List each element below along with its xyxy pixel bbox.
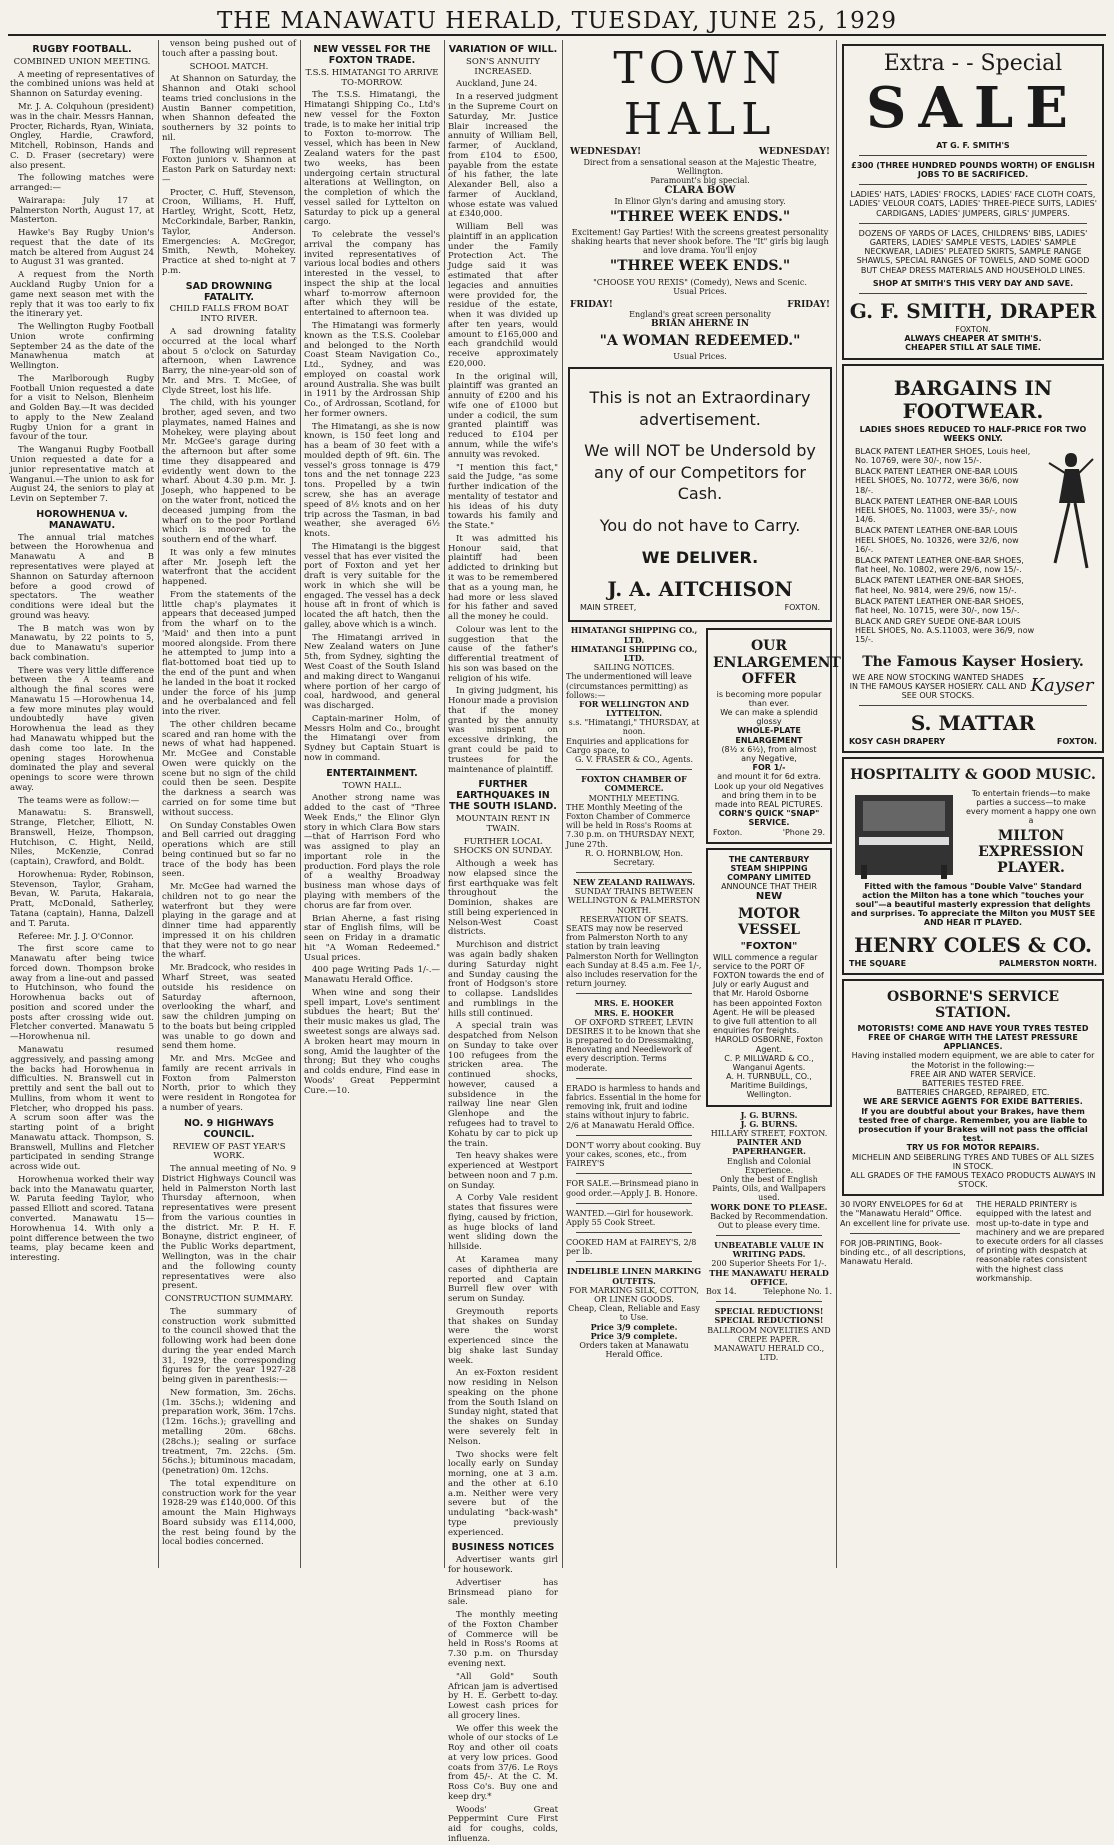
ad-title: HIMATANGI SHIPPING CO., LTD. <box>570 643 698 663</box>
column-divider <box>444 40 445 1568</box>
ad-title: INDELIBLE LINEN MARKING OUTFITS. <box>566 1266 702 1286</box>
paragraph: Captain-mariner Holm, of Messrs Holm and Co., brought the Himatangi over from Sydney but Captain Stuart is now in command. <box>304 713 440 763</box>
ad-line: HAROLD OSBORNE, Foxton Agent. <box>714 1035 823 1054</box>
special-reductions-ad <box>706 1307 832 1362</box>
ad-line: WE ARE SERVICE AGENTS FOR EXIDE BATTERIES. <box>863 1097 1083 1107</box>
paragraph: In the original will, plaintiff was granted an annuity of £200 and his wife one of £1000 but under a codicil, the sum granted plaintiff was reduced to £104 per annum, while the wife's annuity was revoked. <box>448 371 558 460</box>
poem: When wine and song their spell impart, Love's sentiment subdues the heart; But the' their music makes us glad, The sweetest songs are always sad. A broken heart may mourn in song, Amid the laughter of the throng; But they who coughs and colds endure, Find ease in Woods' Great Peppermint Cure.—10. <box>304 987 440 1096</box>
ad-line: BATTERIES CHARGED, REPAIRED, ETC. <box>896 1088 1050 1098</box>
ad-title: OSBORNE'S SERVICE STATION. <box>886 988 1060 1021</box>
ad-line: £300 (THREE HUNDRED POUNDS WORTH) OF ENGLISH JOBS TO BE SACRIFICED. <box>851 160 1095 180</box>
dancer-illustration <box>1045 443 1097 583</box>
ad-line: Look up your old Negatives and bring them in to be made into REAL PICTURES. <box>714 781 824 809</box>
ad-sub: OF OXFORD STREET, LEVIN <box>574 1017 694 1027</box>
paragraph: The summary of construction work submitted to the council showed that the following work had been done during the year ended March 31, 1929, the corresponding figures for the year 1927-28 being given in parenthesis:— <box>162 1306 296 1386</box>
ad-line: WHOLE-PLATE ENLARGEMENT <box>735 726 803 745</box>
ad-phone: 'Phone 29. <box>782 827 825 837</box>
ad-title: TOWN HALL <box>613 43 787 145</box>
ad-title: J. G. BURNS. <box>740 1109 798 1120</box>
ad-line: FOR WELLINGTON AND LYTTELTON. <box>579 698 689 719</box>
ad-title: MRS. E. HOOKER <box>594 1007 674 1018</box>
paragraph: The other children became scared and ran home with the news of what had happened. Mr. McGee and Constable Owen were quickly on the scene but no sign of the child could then be seen. Despite the darkness a search was carried on for some time but without success. <box>162 719 296 818</box>
ad-line: We can make a splendid glossy <box>720 708 818 727</box>
ad-address: MAIN STREET, <box>580 603 637 613</box>
ad-line: DESIRES it to be known that she is prepared to do Dressmaking, Renovating and Needlework of every description. Terms moderate. <box>566 1026 701 1073</box>
ad-day: FRIDAY! <box>787 299 830 310</box>
enlargement-ad <box>706 628 841 843</box>
article-heading: FURTHER EARTHQUAKES IN THE SOUTH ISLAND. <box>449 779 557 813</box>
ad-line: FOR JOB-PRINTING, Book-binding etc., of all descriptions, Manawatu Herald. <box>840 1238 966 1267</box>
ad-line: DON'T worry about cooking. Buy your cakes, scones, etc., from FAIREY'S <box>566 1140 701 1169</box>
paragraph: A Corby Vale resident states that fissures were flying, caused by friction, as huge blocks of land went sliding down the hillside. <box>448 1193 558 1253</box>
ad-line: WE DELIVER. <box>641 547 759 567</box>
ad-line: 30 IVORY ENVELOPES for 6d at the "Manawatu Herald" Office. An excellent line for private use. <box>840 1200 970 1228</box>
ad-line: A. H. TURNBULL, CO., Maritime Buildings, Wellington. <box>726 1072 812 1100</box>
ad-star: CLARA BOW <box>664 185 736 197</box>
article-subheading: T.S.S. HIMATANGI TO ARRIVE TO-MORROW. <box>305 67 439 88</box>
ad-sub: SUNDAY TRAINS BETWEEN WELLINGTON & PALMERSTON NORTH. <box>567 887 701 915</box>
ad-day: WEDNESDAY! <box>758 147 830 158</box>
ad-title: HIMATANGI SHIPPING CO., LTD. <box>570 625 698 645</box>
ad-line: COOKED HAM at FAIREY'S, 2/8 per lb. <box>566 1238 697 1257</box>
paragraph: Advertiser wants girl for housework. <box>448 1555 558 1576</box>
ad-line: Cheap, Clean, Reliable and Easy to Use. <box>568 1304 700 1323</box>
ad-line: KOSY CASH DRAPERY <box>849 737 946 747</box>
ad-line: C. P. MILLWARD & CO., Wanganui Agents. <box>724 1053 814 1072</box>
ad-line: WE ARE NOW STOCKING WANTED SHADES IN THE FAMOUS KAYSER HOSIERY. CALL AND SEE OUR STOCKS. <box>849 672 1027 701</box>
article-heading: NO. 9 HIGHWAYS COUNCIL. <box>183 1117 275 1140</box>
ad-line: Price 3/9 complete. <box>590 1330 678 1341</box>
ad-line: Backed by Recommendation. Out to please every time. <box>710 1211 828 1230</box>
ad-title: MRS. E. HOOKER <box>594 998 674 1009</box>
column-divider <box>158 40 159 1568</box>
paragraph: A request from the North Auckland Rugby Union for a game next season met with the reply that it was too early to fix the itinerary yet. <box>10 270 154 320</box>
paragraph: Manawatu: S. Branswell, Strange, Fletcher, Elliott, N. Branswell, Heize, Thompson, Hutchison, C. Hight, Neild, Niles, McKenzie, Conrad (captain), Crawford, and Boldt. <box>10 808 154 868</box>
canterbury-ad <box>706 848 832 1107</box>
ad-line: G. V. FRASER & CO., Agents. <box>574 755 694 765</box>
paragraph: An ex-Foxton resident now residing in Nelson speaking on the phone from the South Island on Sunday night, stated that the shakes on Sunday were severely felt in Nelson. <box>448 1368 558 1447</box>
ad-firm: G. F. SMITH, DRAPER <box>849 298 1097 323</box>
list-item: BLACK PATENT LEATHER ONE-BAR LOUIS HEEL SHOES, No. 11003, were 35/-, now 14/6. <box>855 496 1018 525</box>
paragraph: Mr. Bradcock, who resides in Wharf Street, was seated outside his residence on Saturday afternoon, overlooking the wharf, and saw the children jumping on to the boats but being crippled was unable to go down and send them home. <box>162 963 296 1052</box>
masthead-rule <box>8 34 1106 36</box>
ad-line: BALLROOM NOVELTIES AND CREPE PAPER. <box>707 1325 831 1344</box>
ad-line: ERADO is harmless to hands and fabrics. Essential in the home for removing ink, fruit and iodine stains without injury to fabric. 2/6 at Manawatu Herald Office. <box>566 1083 701 1130</box>
ad-firm: J. A. AITCHISON <box>607 577 793 602</box>
paragraph: It was admitted his Honour said, that plaintiff had been addicted to drinking but it was to be remembered that as a young man, he had more or less slaved for his father and saved all the money he could. <box>448 533 558 623</box>
ad-line: BATTERIES TESTED FREE. <box>921 1079 1025 1088</box>
column-1 <box>10 40 154 1568</box>
paragraph: venson being pushed out of touch after a passing bout. <box>162 39 296 59</box>
ad-line: AT G. F. SMITH'S <box>936 140 1010 150</box>
article-heading: SAD DROWNING FATALITY. <box>185 280 273 303</box>
ad-phone: Telephone No. 1. <box>763 1287 832 1296</box>
article-heading: RUGBY FOOTBALL. <box>32 44 132 55</box>
ad-address: THE SQUARE <box>849 958 907 968</box>
paragraph: The Himatangi, as she is now known, is 150 feet long and has a beam of 30 feet with a moulded depth of 9ft. 6in. The vessel's gross tonnage is 479 tons and the net tonnage 223 tons. Propelled by a twin screw, she has an average speed of 8½ knots and on her trip across the Tasman, in bad weather, she averaged 6½ knots. <box>304 421 440 540</box>
ad-sub: MONTHLY MEETING. <box>588 793 680 803</box>
shipping-ad <box>566 626 702 1362</box>
list-item: BLACK PATENT LEATHER ONE-BAR SHOES, flat heel, No. 10802, were 29/6, now 15/-. <box>855 555 1024 575</box>
ad-box: Box 14. <box>706 1287 737 1296</box>
article-subheading: REVIEW OF PAST YEAR'S WORK. <box>172 1141 286 1162</box>
ad-title: MILTON EXPRESSION PLAYER. <box>978 828 1084 877</box>
paragraph: A meeting of representatives of the combined unions was held at Shannon on Saturday evening. <box>10 69 154 100</box>
paragraph: There was very little difference between the A teams and although the final scores were Manawatu 15 —Horowhenua 14, a few more minutes play would undoubtedly have given Horowhenua the lead as they had Manawatu whipped but the dash come too late. In the opening stages Horowhenua dominated the play and several openings to score were thrown away. <box>10 665 154 793</box>
paragraph: William Bell was plaintiff in an application under the Family Protection Act. The Judge said it was estimated that after legacies and annuities were provided for, the residue of the estate, when it was divided up after ten years, would amount to £165,000 and each grandchild would receive approximately £20,000. <box>448 222 558 369</box>
ad-line: THE Monthly Meeting of the Foxton Chamber of Commerce will be held in Ross's Rooms at 7.30 p.m. on THURSDAY NEXT, June 27th. <box>566 802 695 849</box>
ad-line: Fitted with the famous "Double Valve" Standard action the Milton has a tone which "touches your soul"—a beautiful masterly expression that delights and surprises. To appreciate the Milton you MUST SEE AND HEAR IT PLAYED. <box>850 881 1096 928</box>
osborne-ad <box>842 979 1104 1197</box>
article-subheading: SON'S ANNUITY INCREASED. <box>466 56 540 77</box>
list-item: BLACK PATENT LEATHER ONE-BAR SHOES, flat heel, No. 10715, were 30/-, now 15/-. <box>855 596 1024 615</box>
ad-line: is becoming more popular than ever. <box>716 689 822 708</box>
paragraph: Horowhenua worked their way back into the Manawatu quarter, W. Paruta feeding Taylor, who passed Elliott and scored. Tatana converted. Manawatu 15—Horowhenua 14. With only a point difference between the two teams, play became keen and interesting. <box>10 1174 154 1264</box>
paragraph: Ten heavy shakes were experienced at Westport between noon and 7 p.m. on Sunday. <box>448 1151 558 1191</box>
paragraph: The child, with his younger brother, aged seven, and two playmates, named Haines and Mohekey, were playing about Mr. McGee's garage during the afternoon but after some time they disappeared and evidently went down to the wharf. About 4.30 p.m. Mr. J. Joseph, who happened to be on the water front, noticed the deceased jumping from the wharf on to the poor Portland which is moored to the southern end of the wharf. <box>162 398 296 546</box>
paragraph: On Sunday Constables Owen and Bell carried out dragging operations which are still being continued but so far no trace of the body has been seen. <box>162 820 296 880</box>
paragraph: Another strong name was added to the cast of "Three Week Ends," the Elinor Glyn story in which Clara Bow stars—that of Harrison Ford who was assigned to play an important role in the production. Ford plays the role of a wealthy Broadway business man whose days of playing with members of the chorus are far from over. <box>304 793 440 911</box>
ad-line: English and Colonial Experience. <box>727 1156 811 1175</box>
ad-line: THE MANAWATU HERALD OFFICE. <box>709 1267 829 1287</box>
ad-place: Foxton. <box>713 827 743 837</box>
kayser-logo: Kayser <box>1030 675 1094 697</box>
ad-title: FOXTON CHAMBER OF COMMERCE. <box>581 774 687 794</box>
ad-line: Usual Prices. <box>673 351 727 361</box>
ad-line: Only the best of English Paints, Oils, and Wallpapers used. <box>712 1174 826 1203</box>
article-subheading: TOWN HALL. <box>342 780 402 791</box>
column-4 <box>448 40 558 1844</box>
ad-line: WORK DONE TO PLEASE. <box>710 1201 828 1212</box>
ad-line: CORN'S QUICK "SNAP" SERVICE. <box>718 809 820 828</box>
ad-film: "THREE WEEK ENDS." <box>609 208 791 225</box>
town-hall-ad <box>566 40 834 363</box>
ad-firm: HENRY COLES & CO. <box>854 932 1092 957</box>
ad-line: and mount it for 6d extra. <box>717 772 821 782</box>
article-subheading: SCHOOL MATCH. <box>189 61 269 72</box>
paragraph: Mr. and Mrs. McGee and family are recent arrivals in Foxton from Palmerston North, prior to which they were resident in Rongotea for a number of years. <box>162 1054 296 1113</box>
paragraph: At Karamea many cases of diphtheria are reported and Captain Burrell flew over with serum on Sunday. <box>448 1254 558 1305</box>
paragraph: The total expenditure on construction work for the year 1928-29 was £140,000. Of this amount the Main Highways Board subsidy was £114,000, the rest being found by the local bodies concerned. <box>162 1478 296 1548</box>
paragraph: Procter, C. Huff, Stevenson, Croon, Williams, H. Huff, Hartley, Wright, Scott, Hetz, McCorkindale, Barber, Rankin, Taylor, Anderson. Emergencies: A. McGregor, Smith, Newth, Mohekey. Practice at shed to-night at 7 p.m. <box>162 187 296 276</box>
ad-film: "A WOMAN REDEEMED." <box>599 332 801 349</box>
ad-line: You do not have to Carry. <box>599 516 801 536</box>
paragraph: 400 page Writing Pads 1/-.—Manawatu Herald Office. <box>304 965 440 986</box>
paragraph: A special train was despatched from Nelson on Sunday to take over 100 refugees from the stricken area. The continued shocks, however, caused a subsidence in the railway line near Glen Glenhope and the refugees had to travel to Kohatu by car to pick up the train. <box>448 1021 558 1149</box>
ad-title: UNBEATABLE VALUE IN WRITING PADS. <box>714 1240 824 1260</box>
ad-line: Direct from a sensational season at the Majestic Theatre, Wellington. <box>583 157 817 176</box>
list-item: BLACK PATENT LEATHER SHOES, Louis heel, No. 10769, were 30/-, now 15/-. <box>855 446 1031 466</box>
list-item: BLACK AND GREY SUEDE ONE-BAR LOUIS HEEL SHOES, No. A.S.11003, were 36/9, now 15/-. <box>855 617 1035 645</box>
article-heading: ENTERTAINMENT. <box>326 767 418 779</box>
ad-line: Paramount's big special. <box>650 175 750 185</box>
paragraph: It was only a few minutes after Mr. Joseph left the waterfront that the accident happened. <box>162 547 296 588</box>
ad-line: CHEAPER STILL AT SALE TIME. <box>905 343 1041 353</box>
column-5 <box>566 40 841 1568</box>
article-heading: HOROWHENUA v. MANAWATU. <box>36 508 128 531</box>
ad-line: England's great screen personality <box>629 310 771 320</box>
footwear-list <box>855 447 1039 647</box>
writing-pads-ad <box>706 1241 832 1296</box>
ad-day: FRIDAY! <box>570 299 613 310</box>
ad-line: TRY US FOR MOTOR REPAIRS. <box>906 1143 1040 1153</box>
ad-line: The undermentioned will leave (circumstances permitting) as follows:— <box>566 672 692 700</box>
ad-title: SPECIAL REDUCTIONS! <box>714 1306 824 1317</box>
ad-line: "FOXTON" <box>740 941 798 953</box>
paragraph: The following matches were arranged:— <box>10 173 154 194</box>
paragraph: Advertiser has Brinsmead piano for sale. <box>448 1577 558 1608</box>
paragraph: Murchison and district was again badly shaken during Saturday night and Sunday causing the front of Hodgson's store to collapse. Landslides and rumblings in the hills still continued. <box>448 940 558 1019</box>
paragraph: Auckland, June 24. <box>456 79 538 90</box>
ad-title: J. G. BURNS. <box>740 1118 798 1129</box>
milton-ad <box>842 757 1104 974</box>
paragraph: The Marlborough Rugby Football Union requested a date for a visit to Nelson, Blenheim and Golden Bay.—It was decided to apply to the New Zealand Rugby Union for a grant in favour of the tour. <box>10 373 154 443</box>
paragraph: Mr. J. A. Colquhoun (president) was in the chair. Messrs Hannan, Procter, Richards, Ryan, Winiata, Ongley, Hardie, Crawford, Mitchell, Robinson, Hands and C. D. Fraser (secretary) were also present. <box>10 101 154 171</box>
ad-title: THE CANTERBURY STEAM SHIPPING COMPANY LIMITED <box>727 854 811 883</box>
ad-line: s.s. "Himatangi," THURSDAY, at noon. <box>568 718 700 737</box>
ad-line: NEW <box>755 891 783 903</box>
ad-line: R. O. HORNBLOW, Hon. Secretary. <box>585 848 683 867</box>
paragraph: Brian Aherne, a fast rising star of English films, will be seen on Friday in a dramatic hit "A Woman Redeemed." Usual prices. <box>304 913 440 963</box>
ad-firm: S. MATTAR <box>910 711 1036 736</box>
list-item: BLACK PATENT LEATHER ONE-BAR LOUIS HEEL SHOES, No. 10772, were 36/6, now 18/-. <box>855 467 1019 495</box>
right-ad-stack <box>706 626 841 1363</box>
footwear-ad <box>842 364 1104 754</box>
paragraph: Colour was lent to the suggestion that the cause of the father's differential treatment of his son was based on the religion of his wife. <box>448 624 558 684</box>
piano-illustration <box>849 787 959 882</box>
paragraph: Mr. McGee had warned the children not to go near the waterfront but they were playing in the garage and at dinner time had apparently impressed it on his children that they were not to go near the wharf. <box>162 882 296 961</box>
paragraph: The annual trial matches between the Horowhenua and Manawatu A and B representatives were played at Shannon on Saturday afternoon before a good crowd of spectators. The weather conditions were ideal but the ground was heavy. <box>10 532 154 621</box>
ad-line: FREE AIR AND WATER SERVICE. <box>910 1069 1036 1079</box>
ad-line: LADIES' HATS, LADIES' FROCKS, LADIES' FACE CLOTH COATS, LADIES' VELOUR COATS, LADIES' THREE-PIECE SUITS, LADIES' CARDIGANS, LADIES' JUMPERS, GIRLS' JUMPERS. <box>849 190 1097 218</box>
ad-line: FOXTON. <box>955 324 991 334</box>
ad-line: MOTORISTS! COME AND HAVE YOUR TYRES TESTED FREE OF CHARGE WITH THE LATEST PRESSURE APPLIANCES. <box>857 1023 1089 1052</box>
column-divider <box>562 40 563 1568</box>
ad-line: Enquiries and applications for Cargo space, to <box>566 736 689 755</box>
article-subheading: MOUNTAIN RENT IN TWAIN. <box>455 814 551 834</box>
ad-line: HILLARY STREET, FOXTON. <box>710 1129 828 1138</box>
paragraph: Woods' Great Peppermint Cure First aid for coughs, colds, influenza. <box>448 1804 558 1844</box>
ad-sub: FOR MARKING SILK, COTTON, OR LINEN GOODS. <box>569 1285 699 1305</box>
paragraph: We offer this week the whole of our stocks of Le Roy and other oil coats at very low prices. Good coats from 37/6. Le Roys from 45/-. At the C. M. Ross Co's. Buy one and keep dry.* <box>448 1723 558 1802</box>
paragraph: The Himatangi arrived in New Zealand waters on June 5th, from Sydney, sighting the West Coast of the South Island and making direct to Wanganui where portion of her cargo of coal, hardwood, and general was discharged. <box>304 632 440 712</box>
article-heading: NEW VESSEL FOR THE FOXTON TRADE. <box>313 44 431 66</box>
paragraph: Two shocks were felt locally early on Sunday morning, one at 3 a.m. and the other at 6.10 a.m. Neither were very severe but of the undulating "back-wash" type previously experienced. <box>448 1449 558 1538</box>
column-divider <box>836 40 837 1568</box>
article-subheading: CONSTRUCTION SUMMARY. <box>164 1294 294 1305</box>
list-item: BLACK PATENT LEATHER ONE-BAR LOUIS HEEL SHOES, No. 10326, were 32/6, now 16/-. <box>855 526 1019 554</box>
ad-title: SPECIAL REDUCTIONS! <box>714 1315 824 1326</box>
paragraph: The following will represent Foxton juniors v. Shannon at Easton Park on Saturday next:— <box>162 145 296 185</box>
paragraph: Referee: Mr. J. J. O'Connor. <box>18 931 134 942</box>
ad-line: Orders taken at Manawatu Herald Office. <box>579 1340 689 1360</box>
aitchison-ad <box>568 367 832 622</box>
ad-line: "CHOOSE YOU REXIS" (Comedy), News and Scenic. <box>593 277 807 287</box>
ad-line: MANAWATU HERALD CO., LTD. <box>713 1343 825 1363</box>
paragraph: Wairarapa: July 17 at Palmerston North, August 17, at Masterton. <box>10 195 154 226</box>
ad-line: To entertain friends—to make parties a success—to make every moment a happy one own a <box>965 788 1097 826</box>
ad-line: FOR 1/- <box>752 763 786 773</box>
ad-line: THE HERALD PRINTERY is equipped with the latest and most up-to-date in type and machinery and we are prepared to execute orders for all classes of printing with despatch at reasonable rates consistent with the highest class workmanship. <box>976 1200 1105 1283</box>
ad-sub: ANNOUNCE THAT THEIR <box>721 882 817 892</box>
ad-star: BRIAN AHERNE IN <box>650 319 750 330</box>
article-subheading: COMBINED UNION MEETING. <box>13 56 151 67</box>
ad-address: FOXTON. <box>784 603 820 613</box>
ad-line: ALWAYS CHEAPER AT SMITH'S. <box>904 334 1042 344</box>
paragraph: In giving judgment, his Honour made a provision that if the money granted by the annuity was misspent on excessive drinking, the grant could be paid to trustees for the maintenance of plaintiff. <box>448 686 558 775</box>
paragraph: The B match was won by Manawatu, by 22 points to 5, due to Manawatu's superior back combination. <box>10 623 154 663</box>
paragraph: Although a week has now elapsed since the first earthquake was felt throughout the Dominion, shakes are still being experienced in Nelson-West Coast districts. <box>448 859 558 938</box>
article-subheading: CHILD FALLS FROM BOAT INTO RIVER. <box>169 304 289 325</box>
ad-line: FOR SALE.—Brinsmead piano in good order.—Apply J. B. Honore. <box>566 1179 699 1198</box>
ad-title: NEW ZEALAND RAILWAYS. <box>572 877 696 888</box>
ad-line: This is not an Extraordinary advertisement. <box>589 388 811 429</box>
ad-title: BARGAINS IN FOOTWEAR. <box>893 375 1053 423</box>
ad-line: LADIES SHOES REDUCED TO HALF-PRICE FOR TWO WEEKS ONLY. <box>859 424 1087 443</box>
ad-line: We will NOT be Undersold by any of our Competitors for Cash. <box>584 441 816 504</box>
paragraph: New formation, 3m. 26chs. (1m. 35chs.); widening and preparation work, 36m. 17chs. (12m. 16chs.); gravelling and metalling 20m. 68chs. (28chs.); sealing or surface treatment, 7m. 22chs. (5m. 56chs.); bituminous macadam, (penetration) 0m. 12chs. <box>162 1387 296 1477</box>
article-heading: BUSINESS NOTICES <box>451 1542 555 1554</box>
ad-sub: RESERVATION OF SEATS. <box>579 914 689 924</box>
paragraph: "I mention this fact," said the Judge, "as some further indication of the mentality of testator and his ideas of his duty towards his family and the State." <box>448 462 558 532</box>
ad-line: MICHELIN AND SEIBERLING TYRES AND TUBES OF ALL SIZES IN STOCK. <box>851 1152 1095 1171</box>
paragraph: The annual meeting of No. 9 District Highways Council was held in Palmerston North last Thursday afternoon, when representatives were present from the various counties in the district. Mr. P. H. F. Bonayne, district engineer, of the Public Works department, Wellington, was in the chair and the following county representatives were also present. <box>162 1164 296 1292</box>
ad-film: "THREE WEEK ENDS." <box>609 258 791 275</box>
paragraph: From the statements of the little chap's playmates it appears that deceased jumped from the wharf on to the 'Maid' and then into a punt moored alongside. From there he attempted to jump into a flat-bottomed boat tied up to the end of the punt and when he landed in the boat it rocked under the force of his jump and he overbalanced and fell into the river. <box>162 589 296 718</box>
paragraph: The Himatangi was formerly known as the T.S.S. Coolebar and belonged to the North Coast Steam Navigation Co., Ltd., Sydney, and was employed on coastal work around Australia. She was built in 1911 by the Ardrossan Ship Co., of Ardrossan, Scotland, for her former owners. <box>304 320 440 419</box>
paragraph: "All Gold" South African jam is advertised by H. E. Gerbett to-day. Lowest cash prices for all grocery lines. <box>448 1671 558 1721</box>
paragraph: The T.S.S. Himatangi, the Himatangi Shipping Co., Ltd's new vessel for the Foxton trade, is to make her initial trip to Foxton to-morrow. The vessel, which has been in New Zealand waters for the past two weeks, has been undergoing certain structural alterations at Wellington, on the completion of which the vessel sailed for Lyttelton on Saturday to pick up a general cargo. <box>304 90 440 228</box>
paragraph: Hawke's Bay Rugby Union's request that the date of its match be altered from August 24 to August 31 was granted. <box>10 228 154 268</box>
column-divider <box>300 40 301 1568</box>
ad-line: DOZENS OF YARDS OF LACES, CHILDRENS' BIBS, LADIES' GARTERS, LADIES' SAMPLE VESTS, LADIES' SAMPLE NECKWEAR, LADIES' PLEATED SKIRTS, SAMPLE RANGE SHAWLS, SPECIAL RANGES OF TOWELS, AND SOME GOOD BUT CHEAP DRESS MATERIALS AND HOUSEHOLD LINES. <box>856 228 1090 275</box>
ad-line: In Elinor Glyn's daring and amusing story. <box>614 196 786 206</box>
ad-place: FOXTON. <box>1056 737 1097 747</box>
paragraph: To celebrate the vessel's arrival the company has invited representatives of various local bodies and others interested in the vessel, to inspect the ship at the local wharf to-morrow afternoon after which they will be entertained to afternoon tea. <box>304 230 440 319</box>
article-heading: VARIATION OF WILL. <box>448 44 558 55</box>
ad-line: ALL GRADES OF THE FAMOUS TEXACO PRODUCTS ALWAYS IN STOCK. <box>850 1170 1096 1190</box>
paragraph: Horowhenua: Ryder, Robinson, Stevenson, Taylor, Graham, Bevan, W. Paruta, Hakaraia, Pratt, McDonald, Satherley, Tatana (captain), Hanna, Dalzell and T. Paruta. <box>10 869 154 929</box>
paragraph: The Himatangi is the biggest vessel that has ever visited the port of Foxton and yet her draft is very suitable for the work in which she will be engaged. The vessel has a deck house aft in front of which is located the aft hatch, then the galley, above which is a winch. <box>304 541 440 630</box>
ad-title: SALE <box>866 75 1080 142</box>
paragraph: The first score came to Manawatu after being twice forced down. Thompson broke away from a line-out and passed to Hutchinson, who found the Horowhenua backs out of position and scored under the posts after crossing wide out. Fletcher converted. Manawatu 5—Horowhenua nil. <box>10 944 154 1043</box>
ad-title: OUR ENLARGEMENT OFFER <box>713 638 841 687</box>
paragraph: The teams were as follow:— <box>18 795 140 806</box>
ad-place: PALMERSTON NORTH. <box>999 958 1097 968</box>
ad-line: 200 Superior Sheets For 1/-. <box>711 1259 827 1269</box>
ad-line: Excitement! Gay Parties! With the screens greatest personality shaking hearts that never shook before. The "It" girls big laugh and love drama. You'll enjoy <box>571 227 829 256</box>
ad-line: Price 3/9 complete. <box>590 1321 678 1332</box>
ad-title: The Famous Kayser Hosiery. <box>862 653 1084 670</box>
ad-line: Extra - - Special <box>883 51 1063 76</box>
ad-line: SHOP AT SMITH'S THIS VERY DAY AND SAVE. <box>872 278 1074 288</box>
paragraph: The monthly meeting of the Foxton Chamber of Commerce will be held in Ross's Rooms at 7.30 p.m. on Thursday evening next. <box>448 1610 558 1669</box>
ad-sub: SAILING NOTICES. <box>593 663 675 673</box>
ad-line: WILL commence a regular service to the PORT OF FOXTON towards the end of July or early August and that Mr. Harold Osborne has been appointed Foxton Agent. He will be pleased to give full attention to all enquiries for freights. <box>713 952 824 1036</box>
paragraph: The Wellington Rugby Football Union wrote confirming September 24 as the date of the Manawhenua match at Wellington. <box>10 322 154 372</box>
list-item: BLACK PATENT LEATHER ONE-BAR SHOES, flat heel, No. 9814, were 29/6, now 15/-. <box>855 576 1024 595</box>
ad-line: If you are doubtful about your Brakes, have them tested free of charge. Remember, you are liable to prosecution if your Brakes will not pass the official test. <box>858 1106 1088 1144</box>
paragraph: Greymouth reports that shakes on Sunday were the worst experienced since the big shake last Sunday week. <box>448 1306 558 1366</box>
column-7 <box>840 40 1106 1568</box>
article-subheading: FURTHER LOCAL SHOCKS ON SUNDAY. <box>453 836 553 857</box>
paragraph: The Wanganui Rugby Football Union requested a date for a junior representative match at Wanganui.—The union to ask for August 24, the seniors to play at Levin on September 7. <box>10 445 154 505</box>
paragraph: In a reserved judgment in the Supreme Court on Saturday, Mr. Justice Blair increased the annuity of William Bell, farmer, of Auckland, from £104 to £500, payable from the estate of his father, the late Alexander Bell, also a farmer of Auckland, whose estate was valued at £340,000. <box>448 92 558 220</box>
ad-title: MOTOR VESSEL <box>738 905 800 939</box>
burns-ad <box>706 1111 832 1230</box>
paragraph: At Shannon on Saturday, the Shannon and Otaki school teams tried conclusions in the Austin Banner competition, when Shannon defeated the southerners by 32 points to nil. <box>162 74 296 143</box>
paragraph: A sad drowning fatality occurred at the local wharf about 5 o'clock on Saturday afternoon, when Lawrence Barry, the nine-year-old son of Mr. and Mrs. T. McGee, of Clyde Street, lost his life. <box>162 326 296 396</box>
ad-line: Having installed modern equipment, we are able to cater for the Motorist in the following:— <box>851 1051 1095 1070</box>
paragraph: Manawatu resumed aggressively, and passing among the backs had Horowhenua in difficulties. N. Branswell cut in prettily and sent the ball out to Mullins, from whom it went to Fletcher, who dropped his pass. A scrum soon after was the starting point of a bright Manawatu attack. Thompson, S. Branswell, Mullins and Fletcher participated in sending Strange across wide out. <box>10 1044 154 1173</box>
masthead-title: THE MANAWATU HERALD, TUESDAY, JUNE 25, 1929 <box>216 8 898 34</box>
column-2 <box>162 40 296 1568</box>
ad-line: SEATS may now be reserved from Palmerston North to any station by train leaving Palmerston North for Wellington each Sunday at 8.45 a.m. Fee 1/-, also includes reservation for the return journey. <box>566 924 702 989</box>
ad-line: WANTED.—Girl for housework. Apply 55 Cook Street. <box>566 1208 694 1227</box>
column-3 <box>304 40 440 1568</box>
ad-line: (8½ x 6½), from almost any Negative, <box>721 744 817 763</box>
ad-line: Usual Prices. <box>673 286 727 296</box>
ad-day: WEDNESDAY! <box>570 147 642 158</box>
ad-line: PAINTER AND PAPERHANGER. <box>732 1137 806 1157</box>
sale-ad <box>842 44 1104 360</box>
ad-title: HOSPITALITY & GOOD MUSIC. <box>850 767 1096 784</box>
